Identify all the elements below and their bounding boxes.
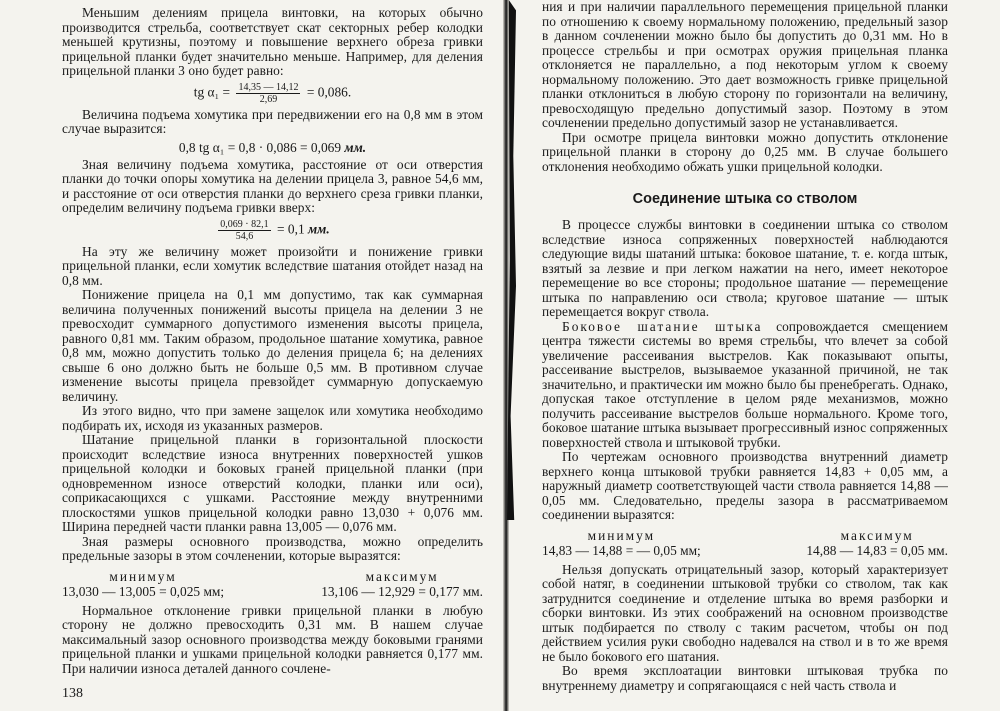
formula-body: 0,8 tg α₁ = 0,8 · 0,086 = 0,069	[178, 139, 342, 155]
maximum-value: 14,88 — 14,83 = 0,05 мм.	[806, 542, 948, 558]
minimum-label: минимум	[109, 568, 177, 584]
paragraph: Во время эксплоатации винтовки штыковая трубка по внутреннему диаметру и сопрягающаяся с ней часть ствола и	[542, 663, 948, 693]
formula-tg-alpha	[62, 82, 483, 105]
spaced-term: Боковое шатание штыка	[562, 318, 763, 334]
paragraph: Зная величину подъема хомутика, расстояние от оси отверстия планки до точки опоры хомутика на делении прицела 3, равное 54,6 мм, и расстояние от оси отверстия планки до верхнего среза гривки планки, определим величину подъема гривки вверх:	[62, 156, 483, 215]
fraction-numerator: 0,069 · 82,1	[220, 218, 269, 230]
minimum-label: минимум	[587, 527, 656, 543]
unit-label: мм.	[344, 139, 367, 155]
formula-rhs: = 0,086.	[306, 84, 352, 100]
minimum-column	[62, 569, 224, 599]
fraction-numerator: 14,35 — 14,12	[238, 81, 299, 93]
paragraph: В процессе службы винтовки в соединении штыка со стволом вследствие износа сопряженных поверхностей наблюдаются следующие виды шатаний штыка: боковое шатание, т. е. когда штык, взятый за лезвие и при легком нажатии на него, имеет некоторое перемещение во все стороны; продольное шатание — перемещение штыка по направлению оси ствола; круговое шатание — штык перемещается вокруг ствола.	[542, 217, 948, 319]
section-heading: Соединение штыка со стволом	[632, 191, 858, 207]
paragraph: Шатание прицельной планки в горизонтальной плоскости происходит вследствие износа внутренних поверхностей ушков прицельной колодки и боковых граней прицельной планки (при одновременном износе отверстий колодки, планки или оси), соприкасающихся с ушками. Расстояние между внутренними плоскостями ушков прицельной колодки равно 13,030 + 0,076 мм. Ширина передней части планки равна 13,005 — 0,076 мм.	[62, 432, 483, 534]
fraction	[236, 82, 300, 105]
formula-rhs: = 0,1	[277, 221, 305, 237]
fraction	[218, 219, 270, 242]
paragraph: Понижение прицела на 0,1 мм допустимо, так как суммарная величина полученных понижений высоты прицела на делении 3 не превосходит суммарного допустимого изменения высоты прицела, равного 0,81 мм. Таким образом, продольное шатание хомутика, равное 0,8 мм, можно допустить только до деления прицела 6; на делениях свыше 6 оно должно быть не больше 0,5 мм. В противном случае изменение высоты прицела превзойдет суммарную допускаемую величину.	[62, 287, 483, 404]
maximum-column	[806, 528, 948, 558]
fraction-denominator: 54,6	[235, 230, 254, 242]
paragraph: Зная размеры основного производства, можно определить предельные зазоры в этом сочленении, которые выразятся:	[62, 533, 483, 563]
paragraph: Нельзя допускать отрицательный зазор, который характеризует собой натяг, в соединении штыковой трубки со стволом, так как затруднится соединение и отделение штыка во время разборки и сборки винтовки. Из этих соображений на основном производстве штык подбирается по стволу с таким расчетом, чтобы он под действием усилия руки свободно надевался на ствол и в то же время не было бокового его шатания.	[542, 561, 948, 664]
minimum-value: 14,83 — 14,88 = — 0,05 мм;	[542, 542, 701, 558]
minimum-column	[542, 528, 701, 558]
right-page	[508, 0, 1000, 711]
paragraph: Нормальное отклонение гривки прицельной планки в любую сторону не должно превосходить 0,31 мм. В нашем случае максимальный зазор основного производства между боковыми гранями прицельной планки и ушками прицельной колодки равняется 0,177 мм. При наличии износа деталей данного сочлене-	[62, 602, 483, 676]
clearance-limits	[542, 528, 948, 558]
page-number: 138	[62, 686, 83, 701]
paragraph: Величина подъема хомутика при передвижении его на 0,8 мм в этом случае выразится:	[62, 106, 483, 136]
maximum-value: 13,106 — 12,929 = 0,177 мм.	[321, 583, 483, 599]
paragraph: По чертежам основного производства внутренний диаметр верхнего конца штыковой трубки равняется 14,83 + 0,05 мм, а наружный диаметр соответствующей части ствола равняется 14,88 — 0,05 мм. Следовательно, пределы зазора в рассматриваемом соединении выразятся:	[542, 449, 948, 522]
clearance-limits	[62, 569, 483, 599]
paragraph-text: сопровождается смещением центра тяжести системы во время стрельбы, что влечет за собой увеличение рассеивания выстрелов. Как показывают опыты, рассеивание выстрелов, вызываемое указанной причиной, не так значительно, и практически им можно было бы пренебрегать. Однако, допуская такое отступление в целом ряде механизмов, можно получить рассеивание выстрелов больше нормального. Кроме того, боковое шатание штыка вызывает прогрессивный износ сопряженных поверхностей ствола и штыковой трубки.	[542, 318, 949, 450]
unit-label: мм.	[308, 221, 330, 237]
paragraph: Меньшим делениям прицела винтовки, на которых обычно производится стрельба, соответствует скат секторных ребер колодки меньшей крутизны, поэтому и повышение верхнего обреза гривки прицельной планки будет значительно меньше. Например, для деления прицельной планки 3 оно будет равно:	[62, 5, 483, 78]
paragraph: ния и при наличии параллельного перемещения прицельной планки по отношению к своему нормальному положению, предельный зазор в данном сочленении можно было бы допустить до 0,31 мм. Но в процессе стрельбы и при осмотрах оружия прицельная планка отклоняется не параллельно, а под некоторым углом к своему нормальному положению. Это дает возможность гривке прицельной планки отклониться в любую сторону по горизонтали на величину, превосходящую предельно допустимый зазор. Поэтому в этом сочленении предельно допустимый зазор не устанавливается.	[542, 0, 948, 130]
paragraph: На эту же величину может произойти и понижение гривки прицельной планки, если хомутик вследствие шатания отойдет назад на 0,8 мм.	[62, 243, 483, 288]
formula-crest-lift	[62, 219, 483, 242]
formula-lift	[62, 140, 483, 155]
maximum-label: максимум	[840, 527, 914, 543]
paragraph: Из этого видно, что при замене защелок или хомутика необходимо подбирать их, исходя из указанных размеров.	[62, 403, 483, 433]
minimum-value: 13,030 — 13,005 = 0,025 мм;	[62, 583, 225, 599]
paragraph	[542, 320, 948, 451]
fraction-denominator: 2,69	[259, 93, 278, 105]
paragraph: При осмотре прицела винтовки можно допустить отклонение прицельной планки в сторону до 0,25 мм. В случае большего отклонения необходимо обжать ушки прицельной колодки.	[542, 129, 948, 174]
maximum-column	[321, 569, 483, 599]
formula-lhs: tg α₁ =	[193, 84, 231, 100]
maximum-label: максимум	[365, 568, 439, 584]
